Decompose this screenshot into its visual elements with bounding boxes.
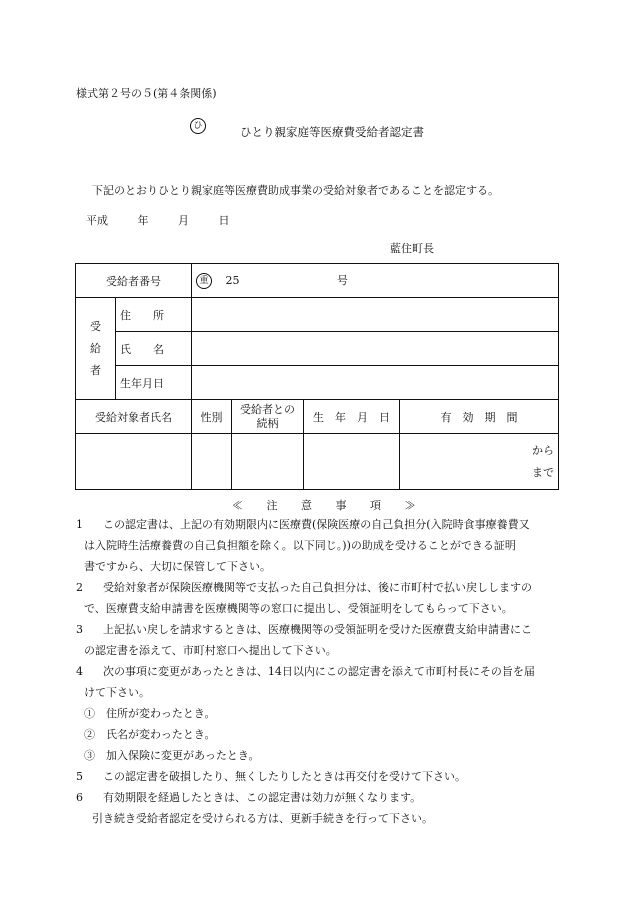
notes-heading: ≪ 注 意 事 項 ≫ (232, 499, 416, 512)
certificate-table (75, 263, 559, 490)
period-to: まで (532, 465, 554, 479)
note-item: 1 この認定書は、上記の有効期限内に医療費(保険医療の自己負担分(入院時食事療養費又 は入院時生活療養費の自己負担額を除く。以下同じ。))の助成を受けることができる証明 書ですから、大切に保管して下さい。 (76, 518, 530, 573)
note-item: 2 受給対象者が保険医療機関等で支払った自己負担分は、後に市町村で払い戻ししますの で、医療費支給申請書を医療機関等の窓口に提出し、受領証明をしてもらって下さい。 (76, 581, 532, 615)
date-line (86, 212, 230, 228)
address-label: 住 所 (116, 298, 192, 332)
recipient-group-label: 受 給 者 (76, 298, 116, 400)
note-sub-item: ① 住所が変わったとき。 (84, 707, 216, 720)
date-year: 年 (137, 214, 149, 227)
col-period: 有 効 期 間 (400, 400, 559, 434)
note-final-line: 引き続き受給者認定を受けられる方は、更新手続きを行って下さい。 (92, 812, 433, 825)
subject-name-field[interactable] (76, 434, 192, 490)
col-birth: 生 年 月 日 (304, 400, 400, 434)
date-day: 日 (218, 214, 230, 227)
relation-field[interactable] (232, 434, 304, 490)
col-gender: 性別 (192, 400, 232, 434)
gender-field[interactable] (192, 434, 232, 490)
recipient-number-label: 受給者番号 (76, 264, 192, 298)
address-field[interactable] (192, 298, 559, 332)
period-field[interactable] (400, 434, 559, 490)
note-sub-item: ② 氏名が変わったとき。 (84, 728, 216, 741)
hi-mark-icon: ひ (190, 118, 206, 134)
form-number: 様式第２号の５(第４条関係) (76, 87, 217, 100)
birth-field[interactable] (304, 434, 400, 490)
recipient-number-suffix: 号 (337, 274, 348, 287)
note-item: 5 この認定書を破損したり、無くしたりしたときは再交付を受けて下さい。 (76, 770, 466, 783)
recipient-mark-icon: 重 (196, 273, 212, 289)
issuer: 藍住町長 (390, 242, 434, 255)
note-item: 6 有効期限を経過したときは、この認定書は効力が無くなります。 (76, 791, 422, 804)
name-label: 氏 名 (116, 332, 192, 366)
notes-list (76, 514, 558, 829)
note-item: 3 上記払い戻しを請求するときは、医療機関等の受領証明を受けた医療費支給申請書にこ の認定書を添えて、市町村窓口へ提出して下さい。 (76, 623, 532, 657)
col-subject-name: 受給対象者氏名 (76, 400, 192, 434)
document-title: ひとり親家庭等医療費受給者認定書 (240, 125, 424, 139)
date-era: 平成 (86, 214, 108, 227)
period-from: から (532, 443, 554, 457)
recipient-number-cell (192, 264, 559, 298)
birthdate-field[interactable] (192, 366, 559, 400)
recipient-number-prefix: 25 (225, 274, 240, 287)
note-item: 4 次の事項に変更があったときは、14日以内にこの認定書を添えて市町村長にその旨を届 けて下さい。 (76, 665, 535, 699)
note-sub-item: ③ 加入保険に変更があったとき。 (84, 749, 260, 762)
name-field[interactable] (192, 332, 559, 366)
col-relation: 受給者との 続柄 (232, 400, 304, 434)
birthdate-label: 生年月日 (116, 366, 192, 400)
date-month: 月 (178, 214, 189, 227)
certification-text: 下記のとおりひとり親家庭等医療費助成事業の受給対象者であることを認定する。 (92, 184, 499, 197)
